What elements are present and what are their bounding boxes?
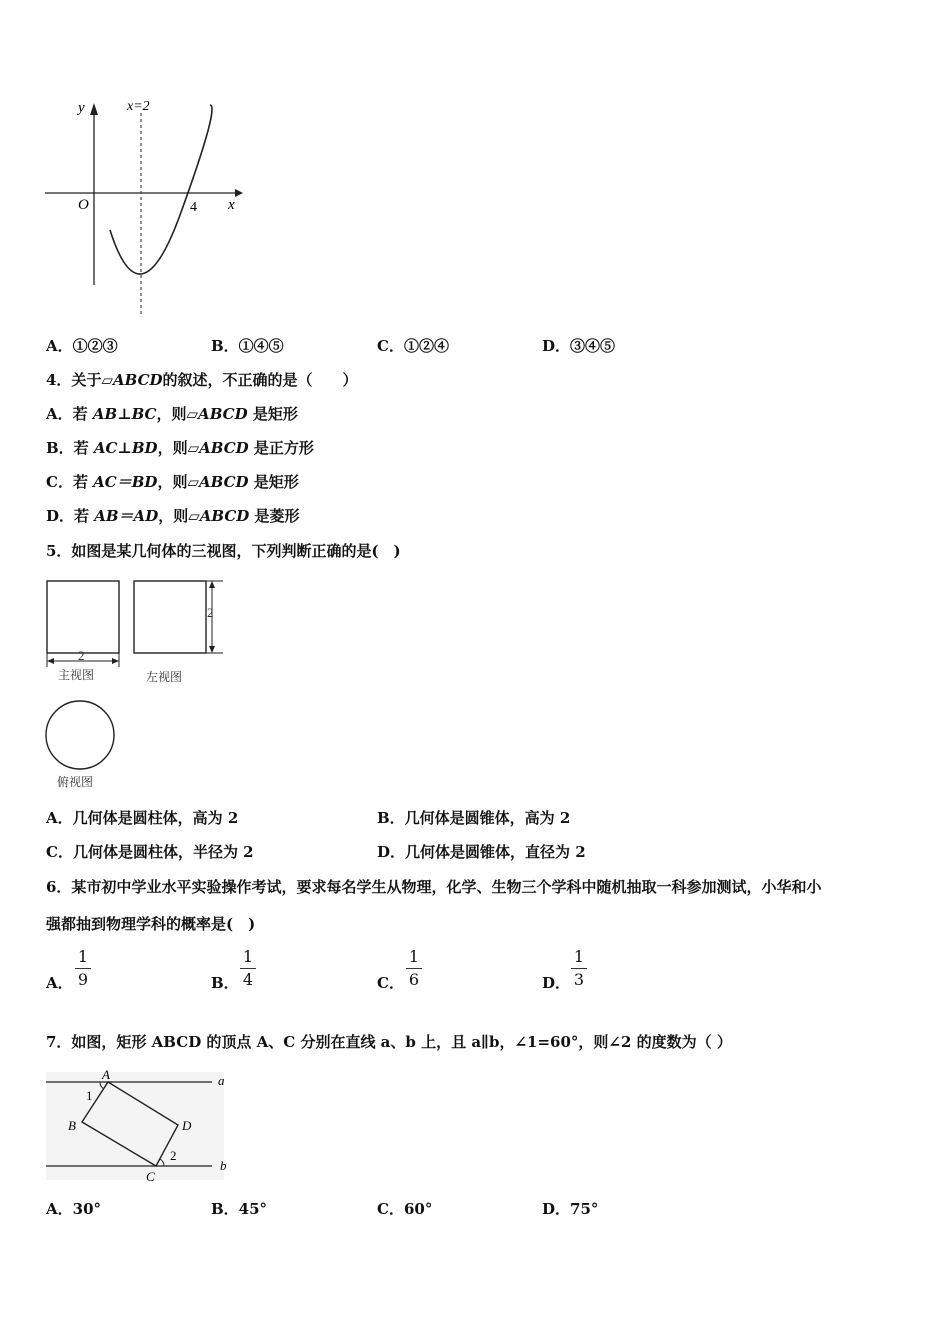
q6-option-d-fraction: 1 3	[571, 948, 587, 989]
q6-stem-line2: 强都抽到物理学科的概率是( )	[46, 915, 256, 933]
angle-2-label: 2	[170, 1148, 177, 1163]
q3-option-d: D．③④⑤	[542, 337, 616, 355]
q3-option-b: B．①④⑤	[211, 337, 284, 355]
q5-option-a: A．几何体是圆柱体，高为 2	[46, 809, 239, 827]
q4-stem: 4．关于▱ABCD的叙述，不正确的是（ ）	[46, 371, 358, 389]
top-view-caption: 俯视图	[57, 775, 94, 789]
y-axis-label: y	[78, 100, 85, 116]
rectangle-parallel-lines-figure	[40, 1068, 240, 1186]
left-height-label: 2	[207, 605, 214, 620]
front-width-label: 2	[78, 648, 85, 663]
q6-option-d-label: D．	[542, 974, 571, 992]
q5-option-b: B．几何体是圆锥体，高为 2	[377, 809, 571, 827]
q4-option-c: C．若 AC＝BD，则▱ABCD 是矩形	[46, 473, 299, 491]
q7-option-b: B．45°	[211, 1200, 268, 1218]
q6-option-c-fraction: 1 6	[406, 948, 422, 989]
vertex-c-label: C	[146, 1169, 155, 1184]
q7-option-a: A．30°	[46, 1200, 102, 1218]
q3-option-a: A．①②③	[46, 337, 118, 355]
front-view-caption: 主视图	[58, 668, 95, 682]
q7-option-c: C．60°	[377, 1200, 433, 1218]
q7-stem: 7．如图，矩形 ABCD 的顶点 A、C 分别在直线 a、b 上，且 a∥b，∠1=60°，则∠2 的度数为（ ）	[46, 1033, 732, 1051]
q6-stem-line1: 6．某市初中学业水平实验操作考试，要求每名学生从物理，化学、生物三个学科中随机抽取一科参加测试，小华和小	[46, 878, 822, 896]
left-view-caption: 左视图	[146, 670, 183, 684]
line-b-label: b	[220, 1158, 227, 1173]
q4-option-b: B．若 AC⊥BD，则▱ABCD 是正方形	[46, 439, 314, 457]
x-intercept-label: 4	[190, 200, 197, 215]
origin-label: O	[78, 197, 89, 213]
line-a-label: a	[218, 1073, 225, 1088]
vertex-b-label: B	[68, 1118, 76, 1133]
angle-1-label: 1	[86, 1088, 93, 1103]
q5-option-d: D．几何体是圆锥体，直径为 2	[377, 843, 586, 861]
q4-option-d: D．若 AB＝AD，则▱ABCD 是菱形	[46, 507, 300, 525]
q6-option-a-label: A．	[46, 974, 73, 992]
x-axis-label: x	[228, 197, 235, 213]
q6-option-b-fraction: 1 4	[240, 948, 256, 989]
symmetry-line-label: x=2	[127, 99, 150, 114]
q3-option-c: C．①②④	[377, 337, 449, 355]
q6-option-b-label: B．	[211, 974, 239, 992]
q5-option-c: C．几何体是圆柱体，半径为 2	[46, 843, 254, 861]
parabola-graph	[40, 95, 250, 325]
q7-option-d: D．75°	[542, 1200, 599, 1218]
q4-option-a: A．若 AB⊥BC，则▱ABCD 是矩形	[46, 405, 298, 423]
vertex-a-label: A	[102, 1068, 110, 1082]
q5-stem: 5．如图是某几何体的三视图，下列判断正确的是( )	[46, 542, 401, 560]
q6-option-c-label: C．	[377, 974, 404, 992]
vertex-d-label: D	[182, 1118, 192, 1133]
q6-option-a-fraction: 1 9	[75, 948, 91, 989]
